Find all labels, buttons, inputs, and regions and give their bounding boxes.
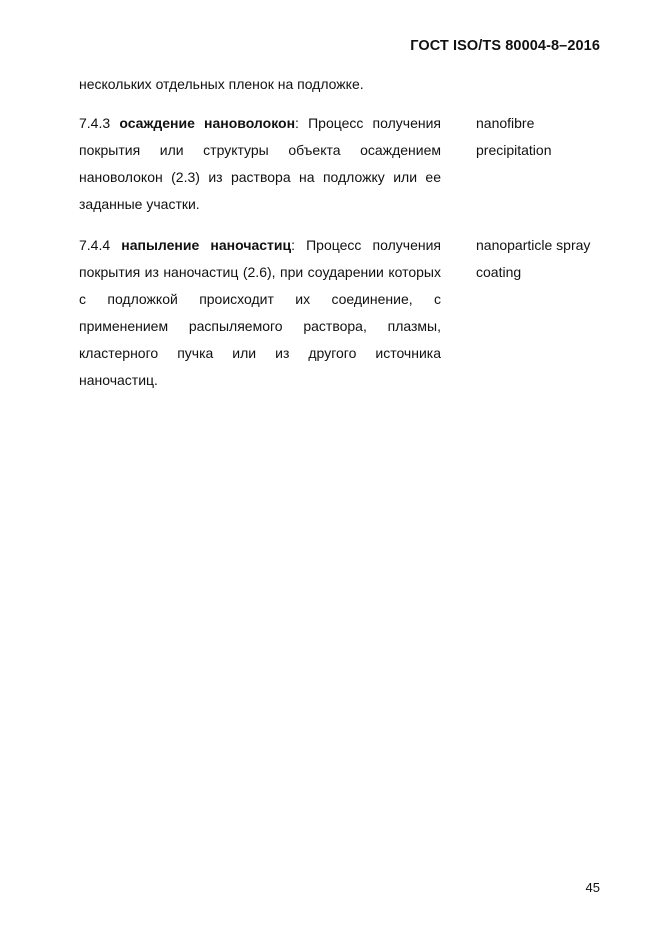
entry-definition: : Процесс получения покрытия из наночастиц (2.6), при соударении которых с подложкой происходит их соединение, с применением распыляемого раствора, плазмы, кластерного пучка или из другого источника наночастиц. — [79, 237, 441, 388]
english-term-7-4-4 — [476, 232, 616, 286]
english-term-line: precipitation — [476, 142, 552, 158]
english-term-line: coating — [476, 264, 522, 280]
english-term-line: nanoparticle spray — [476, 237, 591, 253]
entry-number: 7.4.4 — [79, 237, 111, 253]
term-entry-7-4-3 — [79, 110, 441, 218]
english-term-line: nanofibre — [476, 115, 535, 131]
continued-text: нескольких отдельных пленок на подложке. — [79, 76, 364, 92]
entry-definition: : Процесс получения покрытия или структуры объекта осаждением нановолокон (2.3) из раствора на подложку или ее заданные участки. — [79, 115, 441, 212]
english-term-7-4-3 — [476, 110, 616, 164]
entry-term: осаждение нановолокон — [119, 115, 296, 131]
page-number: 45 — [585, 880, 600, 895]
entry-term: напыление наночастиц — [121, 237, 292, 253]
entry-number: 7.4.3 — [79, 115, 111, 131]
term-entry-7-4-4 — [79, 232, 441, 394]
standard-designation: ГОСТ ISO/TS 80004-8–2016 — [410, 38, 600, 54]
